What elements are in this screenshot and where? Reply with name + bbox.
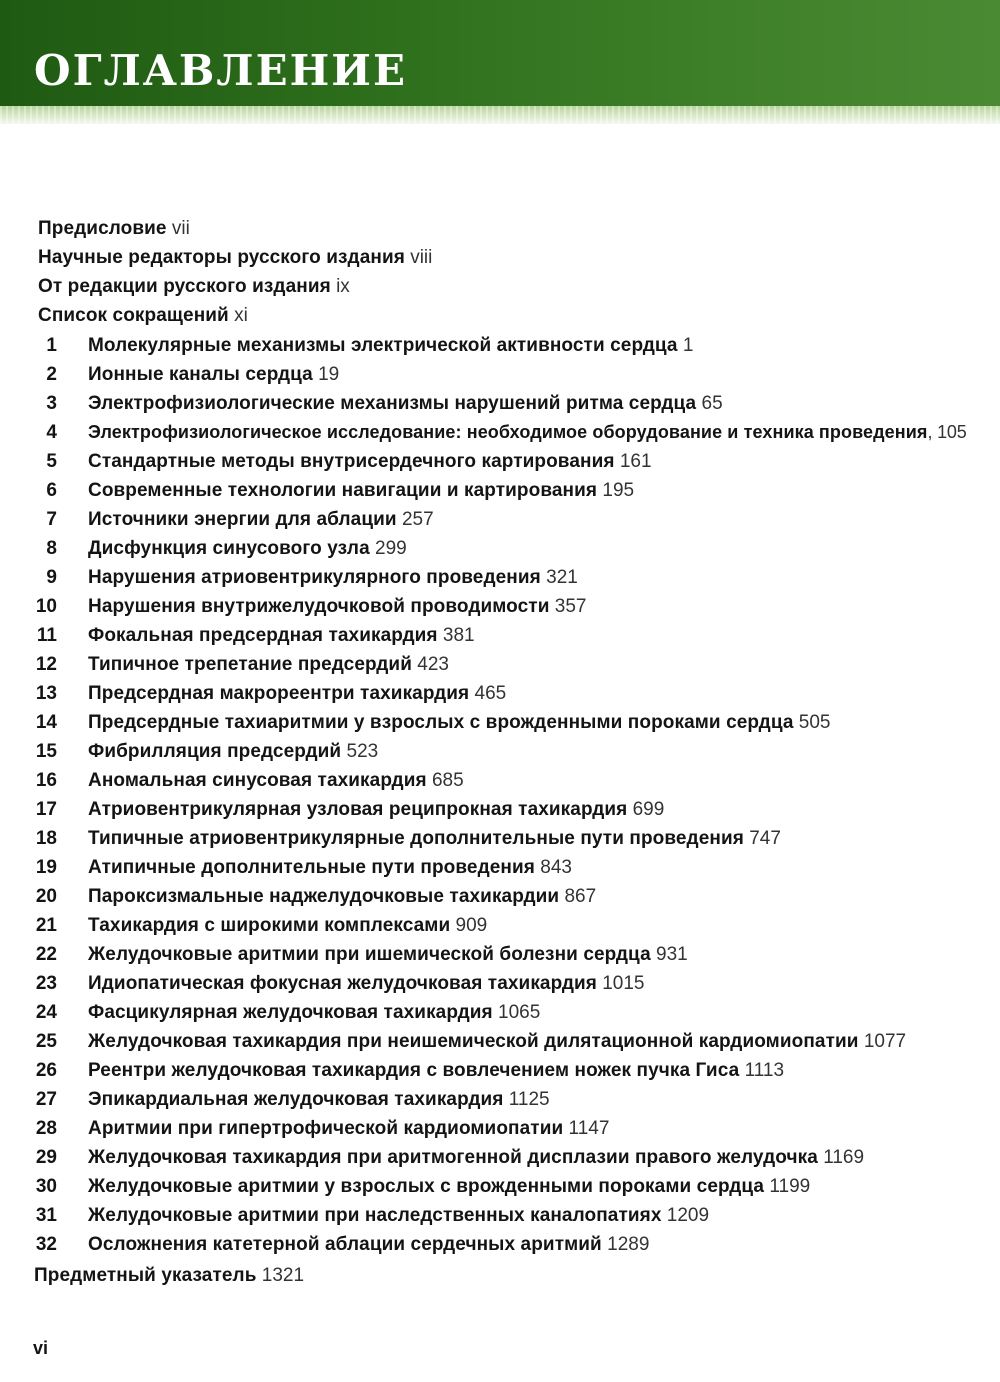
toc-item-page: ix xyxy=(336,276,350,297)
chapter-title: Электрофизиологическое исследование: необходимое оборудование и техника проведения xyxy=(88,422,928,442)
chapter-title: Фокальная предсердная тахикардия xyxy=(88,625,438,646)
chapter-page: 1289 xyxy=(607,1234,650,1255)
chapter-page: 465 xyxy=(474,683,507,704)
chapter-number: 28 xyxy=(35,1118,57,1139)
chapter-title: Желудочковые аритмии у взрослых с врожденными пороками сердца xyxy=(88,1176,765,1197)
chapter-page: 747 xyxy=(749,828,781,849)
chapter-page: 1125 xyxy=(508,1089,550,1110)
chapter-title: Желудочковая тахикардия при аритмогенной дисплазии правого желудочка xyxy=(88,1147,818,1168)
chapter-page: 1065 xyxy=(498,1002,541,1023)
toc-item-page: xi xyxy=(234,305,248,326)
chapter-title: Фасцикулярная желудочковая тахикардия xyxy=(88,1002,493,1023)
chapter-page: 909 xyxy=(455,915,488,936)
chapter-title: Атипичные дополнительные пути проведения xyxy=(88,857,535,878)
chapter-page: 867 xyxy=(564,886,597,907)
chapter-title: Желудочковые аритмии при наследственных каналопатиях xyxy=(88,1205,662,1226)
chapter-title: Стандартные методы внутрисердечного картирования xyxy=(88,451,615,472)
chapter-page: 1169 xyxy=(823,1147,865,1168)
chapter-number: 9 xyxy=(46,567,57,588)
chapter-title: Фибрилляция предсердий xyxy=(88,741,342,762)
chapter-title: Предсердные тахиаритмии у взрослых с врожденными пороками сердца xyxy=(88,712,794,733)
chapter-page: 65 xyxy=(701,393,723,414)
chapter-number: 2 xyxy=(46,364,57,385)
chapter-number: 24 xyxy=(35,1002,57,1023)
chapter-title: Желудочковые аритмии при ишемической болезни сердца xyxy=(88,944,651,965)
chapter-title: Предсердная макрореентри тахикардия xyxy=(88,683,470,704)
chapter-page: 423 xyxy=(417,654,449,675)
chapter-page: 257 xyxy=(401,509,434,530)
toc-item-page: 1321 xyxy=(261,1265,305,1286)
chapter-number: 19 xyxy=(35,857,57,878)
chapter-page: 523 xyxy=(346,741,379,762)
chapter-title: Атриовентрикулярная узловая реципрокная тахикардия xyxy=(88,799,628,820)
chapter-number: 4 xyxy=(46,422,57,443)
toc-item-page: viii xyxy=(410,247,433,268)
chapter-number: 25 xyxy=(35,1031,57,1052)
chapter-number: 26 xyxy=(35,1060,57,1081)
chapter-page: 381 xyxy=(442,625,475,646)
chapter-title: Аритмии при гипертрофической кардиомиопатии xyxy=(88,1118,564,1139)
chapter-page: 1 xyxy=(682,335,694,356)
chapter-number: 11 xyxy=(36,625,57,646)
chapter-number: 20 xyxy=(35,886,57,907)
chapter-number: 17 xyxy=(35,799,57,820)
page-number: vi xyxy=(33,1338,49,1358)
chapter-page: 321 xyxy=(546,567,578,588)
chapter-number: 29 xyxy=(35,1147,57,1168)
chapter-page: 931 xyxy=(656,944,688,965)
chapter-number: 22 xyxy=(35,944,57,965)
toc-item-title: От редакции русского издания xyxy=(38,276,331,297)
chapter-title: Пароксизмальные наджелудочковые тахикардии xyxy=(88,886,560,907)
chapter-number: 21 xyxy=(35,915,57,936)
page-title: ОГЛАВЛЕНИЕ xyxy=(34,46,407,95)
chapter-number: 1 xyxy=(46,335,57,356)
chapter-number: 12 xyxy=(35,654,57,675)
chapter-title: Осложнения катетерной аблации сердечных аритмий xyxy=(88,1234,602,1255)
chapter-number: 3 xyxy=(46,393,57,414)
chapter-number: 13 xyxy=(35,683,57,704)
chapter-page: 161 xyxy=(619,451,652,472)
chapter-title: Типичное трепетание предсердий xyxy=(88,654,412,675)
chapter-page: 357 xyxy=(554,596,587,617)
chapter-title: Дисфункция синусового узла xyxy=(88,538,370,559)
chapter-number: 30 xyxy=(35,1176,57,1197)
chapter-page: 505 xyxy=(798,712,831,733)
chapter-number: 18 xyxy=(35,828,57,849)
chapter-number: 31 xyxy=(35,1205,57,1226)
chapter-number: 10 xyxy=(35,596,57,617)
toc-item-page: vii xyxy=(171,218,190,239)
chapter-number: 6 xyxy=(46,480,57,501)
chapter-page: 195 xyxy=(602,480,635,501)
chapter-page: 1077 xyxy=(863,1031,907,1052)
chapter-page: 1209 xyxy=(666,1205,710,1226)
chapter-page: 843 xyxy=(540,857,572,878)
chapter-title: Современные технологии навигации и картирования xyxy=(88,480,598,501)
chapter-title: Электрофизиологические механизмы нарушений ритма сердца xyxy=(88,393,697,414)
chapter-page: 1147 xyxy=(568,1118,610,1139)
chapter-number: 7 xyxy=(46,509,57,530)
chapter-page: 685 xyxy=(431,770,464,791)
chapter-number: 14 xyxy=(35,712,57,733)
chapter-title: Источники энергии для аблации xyxy=(88,509,397,530)
chapter-number: 5 xyxy=(46,451,57,472)
chapter-page: 1015 xyxy=(602,973,645,994)
chapter-page: 299 xyxy=(375,538,407,559)
chapter-title: Нарушения атриовентрикулярного проведения xyxy=(88,567,541,588)
toc-item-title: Научные редакторы русского издания xyxy=(38,247,405,268)
chapter-number: 32 xyxy=(35,1234,57,1255)
chapter-title: Идиопатическая фокусная желудочковая тахикардия xyxy=(88,973,597,994)
chapter-number: 15 xyxy=(35,741,57,762)
toc-item-title: Список сокращений xyxy=(38,305,229,326)
chapter-number: 16 xyxy=(35,770,57,791)
chapter-page: 1113 xyxy=(744,1060,785,1081)
chapter-title: Аномальная синусовая тахикардия xyxy=(88,770,427,791)
chapter-number: 8 xyxy=(46,538,57,559)
chapter-title: Реентри желудочковая тахикардия с вовлечением ножек пучка Гиса xyxy=(88,1060,740,1081)
chapter-title: Желудочковая тахикардия при неишемической дилятационной кардиомиопатии xyxy=(88,1031,859,1052)
chapter-title: Типичные атриовентрикулярные дополнительные пути проведения xyxy=(88,828,744,849)
chapter-title: Нарушения внутрижелудочковой проводимости xyxy=(88,596,550,617)
chapter-number: 27 xyxy=(35,1089,57,1110)
chapter-page: , 105 xyxy=(927,422,967,442)
toc-item-title: Предметный указатель xyxy=(34,1265,257,1286)
chapter-title: Эпикардиальная желудочковая тахикардия xyxy=(88,1089,504,1110)
chapter-page: 19 xyxy=(318,364,340,385)
chapter-page: 699 xyxy=(632,799,665,820)
toc-item-title: Предисловие xyxy=(38,218,167,239)
chapter-title: Ионные каналы сердца xyxy=(88,364,313,385)
chapter-page: 1199 xyxy=(769,1176,811,1197)
chapter-number: 23 xyxy=(35,973,57,994)
chapter-title: Тахикардия с широкими комплексами xyxy=(88,915,451,936)
chapter-title: Молекулярные механизмы электрической активности сердца xyxy=(88,335,678,356)
